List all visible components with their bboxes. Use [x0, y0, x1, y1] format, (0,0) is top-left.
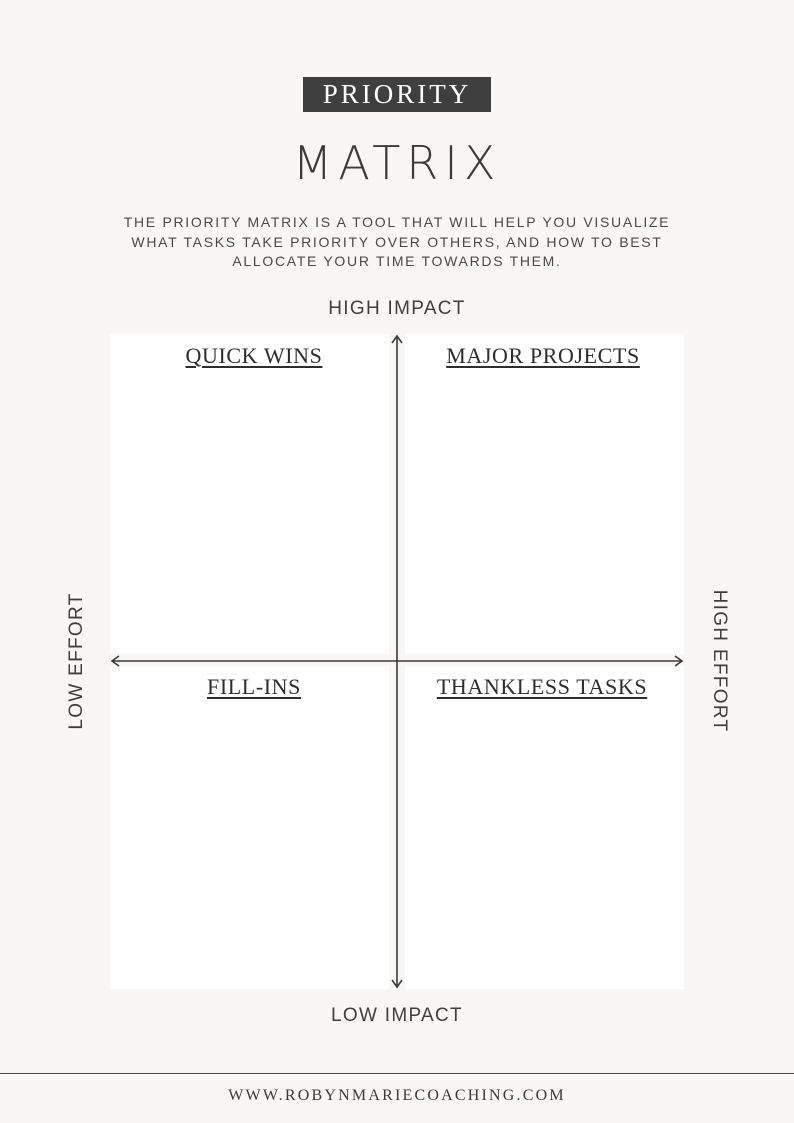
page-title: MATRIX: [292, 136, 502, 190]
priority-matrix-grid: [110, 334, 684, 989]
description-text: THE PRIORITY MATRIX IS A TOOL THAT WILL HELP YOU VISUALIZE WHAT TASKS TAKE PRIORITY OVER OTHERS, AND HOW TO BEST ALLOCATE YOUR TIME TOWARDS THEM.: [123, 214, 671, 269]
quadrant-title-quick-wins: QUICK WINS: [185, 343, 323, 368]
quadrant-title-thankless-tasks: THANKLESS TASKS: [436, 674, 648, 699]
axis-label-high-effort: HIGH EFFORT: [709, 589, 730, 733]
axis-label-low-impact: LOW IMPACT: [331, 1005, 463, 1026]
axis-label-low-effort: LOW EFFORT: [66, 592, 87, 730]
matrix-axes: [110, 334, 684, 989]
footer-divider: [0, 1073, 794, 1074]
priority-badge: PRIORITY: [303, 77, 491, 112]
quadrant-title-fill-ins: FILL-INS: [206, 674, 302, 699]
quadrant-title-major-projects: MAJOR PROJECTS: [446, 343, 640, 368]
axis-label-high-impact: HIGH IMPACT: [328, 298, 466, 319]
footer-website-url: WWW.ROBYNMARIECOACHING.COM: [228, 1087, 566, 1104]
